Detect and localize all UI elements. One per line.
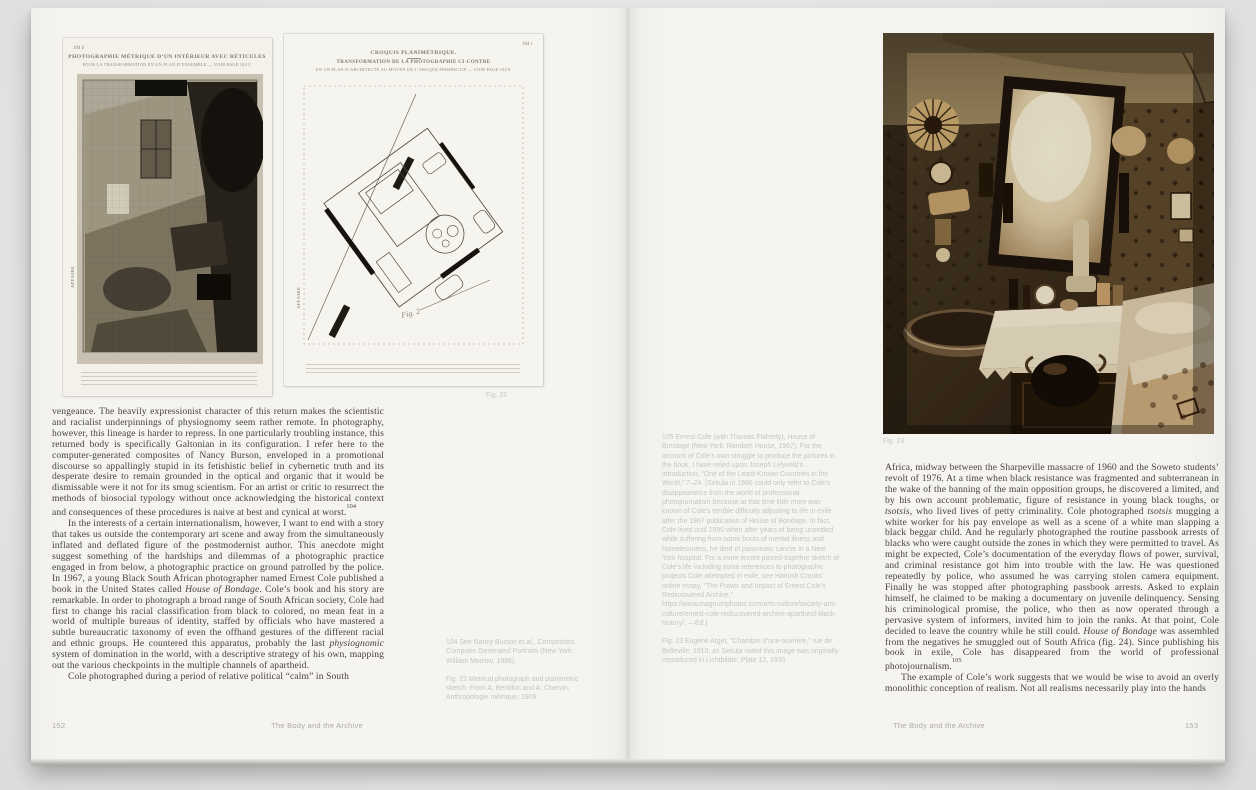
paragraph: Africa, midway between the Sharpeville massacre of 1960 and the Soweto students’ revolt of 1976. At a time when black resistance was fragmented and subterranean in the wake of the banning of the main opposition groups, he discovered a limited, and by his own account problematic, figure of resistance in young black toughs, or tsotsis, who lived lives of petty criminality. Cole photographed tsotsis mugging a white worker for his pay envelope as well as a scene of a white man slapping a black beggar child. And he regularly photographed the routine passbook arrests of blacks who were caught outside the zones in which they were permitted to travel. As might be expected, Cole’s documentation of the everyday flows of power, survival, and criminal resistance got him into trouble with the law. He was questioned repeatedly by police, who assumed he was carrying stolen camera equipment. Finally he was stopped after photographing passbook arrests. Asked to explain himself, he claimed to be making a documentary on juvenile delinquency. Sensing his criminological promise, the police, who then as now operated through a pervasive system of informers, invited him to join the ranks. At that point, Cole decided to leave the country while he still could. House of Bondage was assembled from the negatives he smuggled out of South Africa (fig. 24). Since publishing his book in exile, Cole has disappeared from the world of professional photojournalism.$^{105}$ xyxy=(885,462,1219,673)
plate-title: PHOTOGRAPHIE MÉTRIQUE D’UN INTÉRIEUR AVEC RÉTICULES xyxy=(68,54,266,60)
plate-caption-lines xyxy=(306,364,520,376)
fig22-label: Fig. 22 xyxy=(486,392,508,399)
plate-number: 104 b xyxy=(73,46,85,51)
plate-subtitle: TRANSFORMATION DE LA PHOTOGRAPHIE CI-CONTRE xyxy=(336,60,491,65)
plate-metric-photograph xyxy=(63,38,272,396)
footnote-104: 104 See Nancy Burson et al., Composites: Computer Generated Portraits (New York: William Morrow, 1986). Fig. 22 Metrical photograph and planimetric sketch. From A. Bertillon and A. Chervin, Anthropologie métrique, 1909. xyxy=(446,639,579,702)
paragraph: Cole photographed during a period of relative political “calm” in South xyxy=(68,670,349,682)
fig23-label: Fig. 23 xyxy=(883,438,905,445)
left-running-title: The Body and the Archive xyxy=(271,721,363,730)
plate-title: CROQUIS PLANIMÉTRIQUE. xyxy=(370,50,457,56)
plate-planimetric-sketch xyxy=(284,34,543,386)
left-body-text xyxy=(52,407,384,683)
left-page-number: 152 xyxy=(52,721,66,730)
atget-photograph xyxy=(883,33,1214,434)
plate-side-label: AFFAIRE xyxy=(296,286,301,309)
paragraph: The example of Cole’s work suggests that we would be wise to avoid an overly monolithic conception of realism. Not all realisms necessarily play into the hands xyxy=(885,672,1219,695)
metric-photo-image xyxy=(77,74,263,364)
right-page-number: 153 xyxy=(1185,721,1199,730)
plate-subtitle: POUR LA TRANSFORMATION EN UN PLAN D’ENSEMBLE — VOIR PAGE 104 C xyxy=(82,62,252,67)
sketch-handwritten-label: Fig. 2 xyxy=(400,306,422,320)
planimetric-sketch-image xyxy=(294,82,533,362)
plate-subtitle2: EN UN PLAN D’ARCHITECTE AU MOYEN DE L’ABAQUE PERSPECTIF — VOIR PAGE 104 E xyxy=(315,66,512,72)
book-spread xyxy=(31,8,1225,760)
plate-caption-lines xyxy=(81,372,257,387)
right-running-title: The Body and the Archive xyxy=(893,721,985,730)
footnote-105: 105 Ernest Cole (with Thomas Flaherty), House of Bondage (New York: Random House, 1967). For the account of Cole’s own struggle to produce the pictures in the book, I have relied upon Joseph Lelyveld’s introduction, “One of the Least-Known Countries in the World,” 7–24. [Sekula in 1986 could only refer to Cole’s disappearance from the world of professional photojournalism because at that time little more was known of Cole’s terrible difficulty adjusting to life in exile after the 1967 publication of House of Bondage. In fact, Cole lived until 1990 when after years of being unsettled while suffering from some bouts of mental illness and homelessness, he died of pancreatic cancer in a New York hospital. For a more recent pieced-together sketch of Cole’s life including some references to photographic projects Cole attempted in exile, see Hamish Crooks’ online essay, “The Power and Impact of Ernest Cole’s Rediscovered Archive,” https://www.magnumphotos.com/arts-culture/society-arts-culture/ernest-cole-rediscovered-archive-apartheid-black-history/. —Ed.] Fig. 23 Eugène Atget, “Chambre d’une ouvrière,” rue de Belleville, 1910; as Sekula noted this image was originally reproduced in Lichtbilder, Plate 12, 1930. xyxy=(662,434,840,664)
fig22-caption: Fig. 22 Metrical photograph and planimetric sketch. From A. Bertillon and A. Chervin, Anthropologie métrique, 1909. xyxy=(446,675,579,702)
plate-number: 104 c xyxy=(522,42,533,47)
right-body-text xyxy=(885,463,1219,695)
page-edges xyxy=(31,759,1225,765)
paragraph: In the interests of a certain internationalism, however, I want to end with a story that takes us outside the contemporary art scene and away from the simultaneously inflated and deflated figure of the postmodernist author. This anecdote might suggest something of the hardships and dilemmas of a photographic practice engaged in from below, a photographic practice on ground patrolled by the police. In 1967, a young Black South African photographer named Ernest Cole published a book in the United States called House of Bondage. Cole’s book and his story are remarkable. In order to photograph a broad range of South African society, Cole had first to change his racial classification from black to colored, no mean feat in a world of multiple bureaus of identity, staffed by officials who have mastered a subtle bureaucratic taxonomy of even the offhand gestures of the different racial and ethnic groups. He countered this apparatus, probably the last physiognomic system of domination in the world, with a descriptive strategy of his own, mapping out the various checkpoints in the multiple channels of apartheid. xyxy=(52,518,384,672)
plate-side-label: AFFAIRE xyxy=(70,265,75,288)
paragraph: vengeance. The heavily expressionist character of this return makes the scientistic and racialist underpinnings of physiognomy seem rather remote. In photography, however, this lineage is harder to repress. In one particularly troubling instance, this returned body is specifically Galtonian in its configuration. I refer here to the computer-generated composites of Nancy Burson, enveloped in a promotional discourse so appallingly stupid in its fetishistic belief in cybernetic truth and its desperate desire to remain grounded in the optical and organic that it would be dismissable were it not for its smug scientism. For an artist or critic to resurrect the methods of biosocial typology without once acknowledging the historical context and consequences of these procedures is naive at best and cynical at worst.$^{104}$ xyxy=(52,406,384,519)
fig23-caption: Fig. 23 Eugène Atget, “Chambre d’une ouvrière,” rue de Belleville, 1910; as Sekula noted this image was originally reproduced in Lichtbilder, Plate 12, 1930. xyxy=(662,638,839,664)
